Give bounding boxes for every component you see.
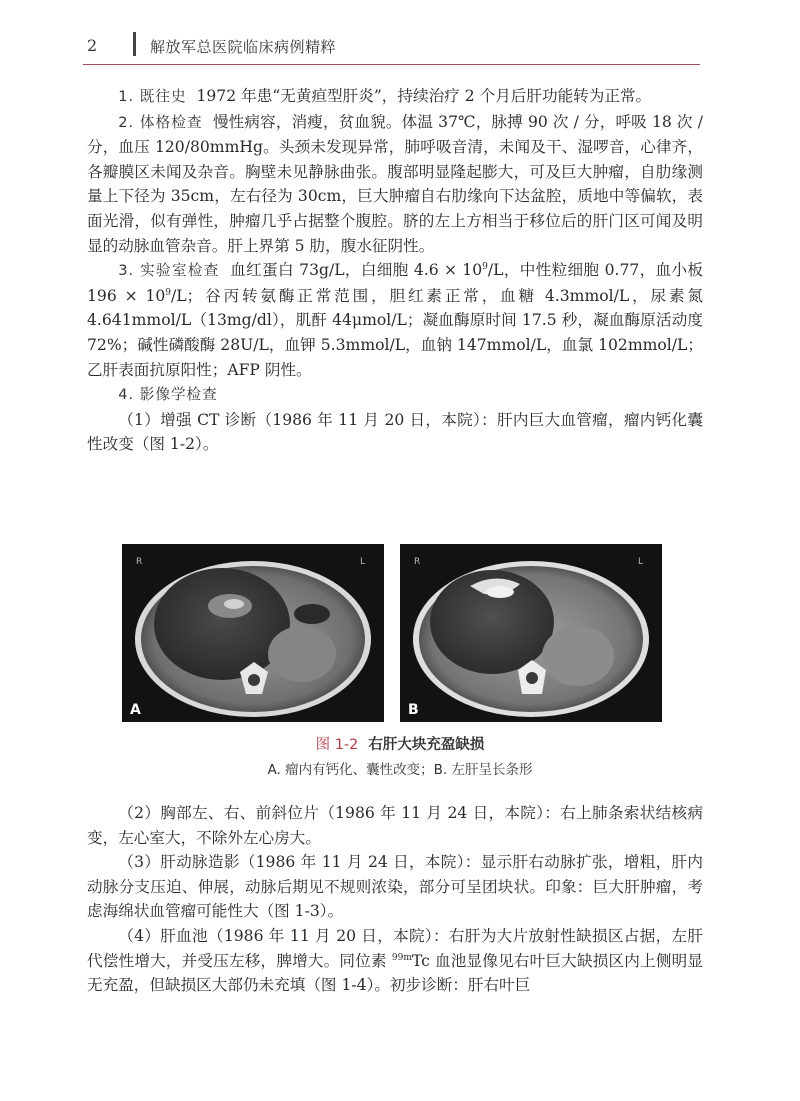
isotope-superscript: 99m xyxy=(391,952,412,963)
lab-exponent-2: 9 xyxy=(165,287,172,298)
figure-title: 右肝大块充盈缺损 xyxy=(368,737,485,753)
lab-text-3: /L；谷丙转氨酶正常范围，胆红素正常，血糖 4.3mmol/L，尿素氮 4.641mmol/L（13mg/dl），肌酐 44μmol/L；凝血酶原时间 17.5 秒，凝血酶原活动度 72%；碱性磷酸酶 28U/L，血钾 5.3mmol/L，血钠 147mmol/L，血氯 102mmol/L；乙肝表面抗原阳性；AFP 阴性。 xyxy=(87,286,703,379)
figure-subcaption: A. 瘤内有钙化、囊性改变；B. 左肝呈长条形 xyxy=(267,762,533,778)
lab-text-1: 血红蛋白 73g/L，白细胞 4.6 × 10 xyxy=(230,261,483,280)
history-text: 1972 年患“无黄疸型肝炎”，持续治疗 2 个月后肝功能转为正常。 xyxy=(196,87,652,105)
lab-paragraph xyxy=(87,258,703,382)
ct-scan-b-image xyxy=(400,544,662,722)
svg-text:R: R xyxy=(414,557,421,567)
imaging-heading xyxy=(87,382,703,408)
figure-1-2 xyxy=(122,544,702,724)
physical-label: 2. 体格检查 xyxy=(118,113,203,131)
imaging-continued xyxy=(87,801,703,998)
panel-b-label: B xyxy=(408,702,419,718)
panel-a-label: A xyxy=(130,702,141,718)
physical-text: 慢性病容，消瘦，贫血貌。体温 37℃，脉搏 90 次 / 分，呼吸 18 次 / 分，血压 120/80mmHg。头颈未发现异常，肺呼吸音清，未闻及干、湿啰音，心律齐，各瓣膜区未闻及杂音。胸壁未见静脉曲张。腹部明显隆起膨大，可及巨大肿瘤，自肋缘测量上下径为 35cm，左右径为 30cm，巨大肿瘤自右肋缘向下达盆腔，质地中等偏软，表面光滑，似有弹性，肿瘤几乎占据整个腹腔。脐的左上方相当于移位后的肝门区可闻及明显的动脉血管杂音。肝上界第 5 肋，腹水征阴性。 xyxy=(87,112,703,255)
page-header xyxy=(0,0,800,70)
history-label: 1. 既往史 xyxy=(118,88,187,105)
lab-text-2: /L，中性粒细胞 0.77，血小板 196 × 10 xyxy=(87,261,703,305)
figure-number: 图 1-2 xyxy=(315,737,359,753)
imaging-item-1: （1）增强 CT 诊断（1986 年 11 月 20 日，本院）：肝内巨大血管瘤，瘤内钙化囊性改变（图 1-2）。 xyxy=(87,410,703,454)
running-title: 解放军总医院临床病例精粹 xyxy=(150,38,337,56)
history-paragraph xyxy=(87,84,703,110)
imaging-item-3: （3）肝动脉造影（1986 年 11 月 24 日，本院）：显示肝右动脉扩张，增粗，肝内动脉分支压迫、伸展，动脉后期见不规则浓染，部分可呈团块状。印象：巨大肝肿瘤，考虑海绵状血管瘤可能性大（图 1-3）。 xyxy=(87,853,703,921)
ct-scan-a-image xyxy=(122,544,384,722)
svg-text:L: L xyxy=(638,557,644,567)
svg-text:R: R xyxy=(136,557,143,567)
header-rule xyxy=(83,64,700,65)
page-number: 2 xyxy=(87,36,98,55)
imaging-label: 4. 影像学检查 xyxy=(118,386,218,404)
imaging-item-2: （2）胸部左、右、前斜位片（1986 年 11 月 24 日，本院）：右上肺条索状结核病变，左心室大，不除外左心房大。 xyxy=(87,804,703,847)
ct-scan-panel-a xyxy=(122,544,384,722)
figure-caption xyxy=(0,733,800,754)
imaging-item-4-text-a: （4）肝血池（1986 年 11 月 20 日，本院）：右肝为大片放射性缺损区占据，左肝代偿性增大，并受压左移，脾增大。同位素 xyxy=(87,926,703,970)
imaging-item-4-text-b: Tc 血池显像见右叶巨大缺损区内上侧明显无充盈，但缺损区大部仍未充填（图 1-4）。初步诊断：肝右叶巨 xyxy=(87,951,703,995)
lab-exponent-1: 9 xyxy=(482,261,488,272)
svg-text:L: L xyxy=(360,557,366,567)
case-body xyxy=(87,84,703,457)
ct-scan-panel-b xyxy=(400,544,662,722)
imaging-item-4 xyxy=(87,924,703,998)
lab-label: 3. 实验室检查 xyxy=(118,262,220,280)
physical-paragraph xyxy=(87,110,703,259)
header-divider xyxy=(133,32,136,56)
